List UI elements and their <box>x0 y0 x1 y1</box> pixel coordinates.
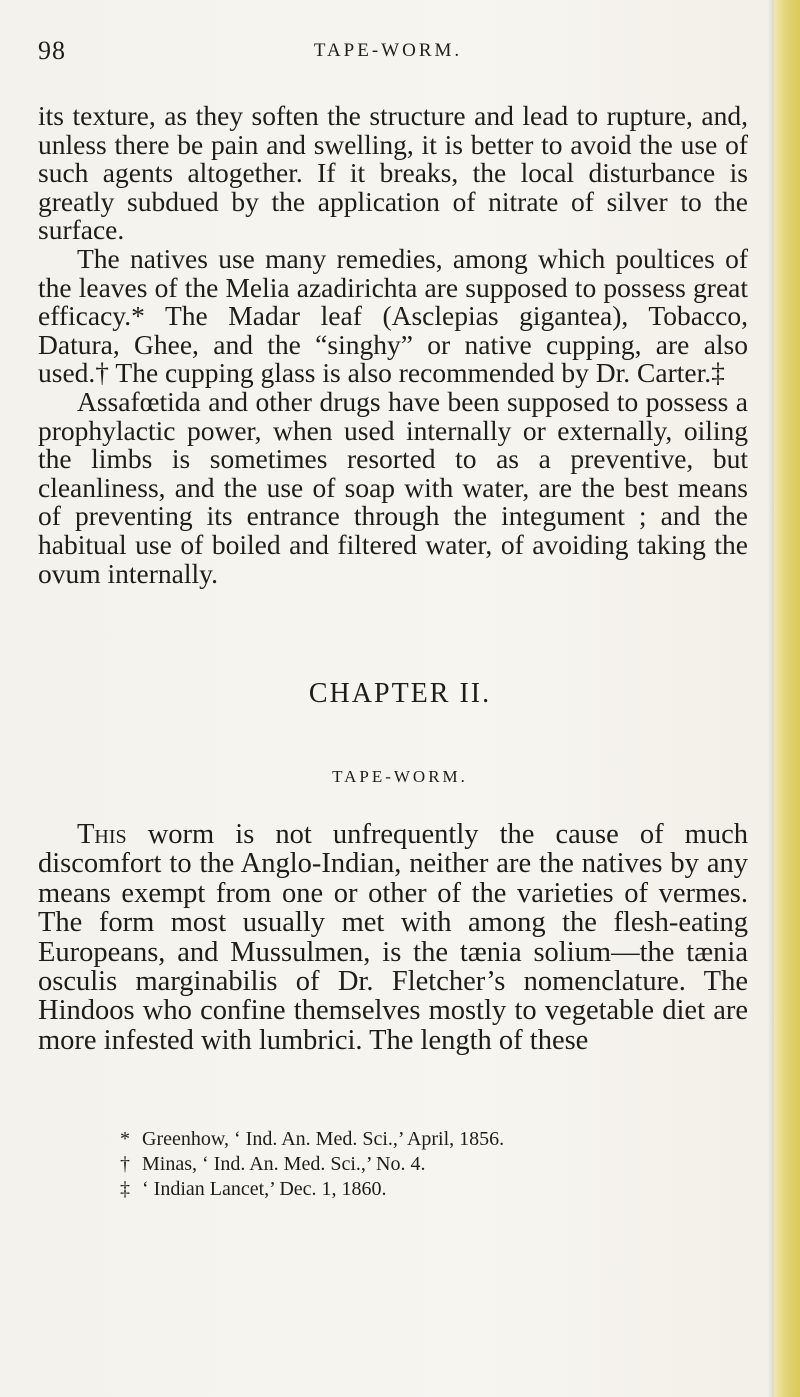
chapter-heading: CHAPTER II. <box>308 678 492 709</box>
footnote-mark: * <box>120 1128 130 1150</box>
paragraph-1: its texture, as they soften the structure and lead to rupture, and, unless there be pain and swelling, it is better to avoid the use of such agents altogether. If it breaks, the local disturbance is greatly subdued by the application of nitrate of silver to the surface. <box>38 100 748 246</box>
footnote-mark: † <box>120 1153 130 1175</box>
body-text-top <box>38 102 748 588</box>
footnote-2 <box>120 1152 720 1177</box>
chapter-opening-body: worm is not unfrequently the cause of much discomfort to the Anglo-Indian, neither are the natives by any means exempt from one or other of the varieties of vermes. The form most usually met with among the flesh-eating Europeans, and Mussulmen, is the tænia solium—the tænia osculis marginabilis of Dr. Fletcher’s nomenclature. The Hindoos who confine themselves mostly to vegetable diet are more infested with lumbrici. The length of these <box>38 819 748 1056</box>
page-edge <box>774 0 800 1397</box>
footnote-mark: ‡ <box>120 1178 130 1200</box>
chapter-subtitle: TAPE-WORM. <box>332 767 468 786</box>
footnote-text: ‘ Indian Lancet,’ Dec. 1, 1860. <box>142 1178 387 1200</box>
chapter-lead-word: This <box>77 819 127 850</box>
page-number: 98 <box>38 36 66 65</box>
footnote-text: Greenhow, ‘ Ind. An. Med. Sci.,’ April, 1856. <box>142 1128 505 1150</box>
footnote-1 <box>120 1127 720 1152</box>
chapter-opening-text <box>38 820 748 1055</box>
chapter-opening-paragraph <box>38 820 748 1055</box>
running-title: TAPE-WORM. <box>313 40 463 61</box>
footnote-3 <box>120 1177 720 1202</box>
paragraph-3: Assafœtida and other drugs have been supposed to possess a prophylactic power, when used internally or externally, oiling the limbs is sometimes resorted to as a preventive, but cleanliness, and the use of soap with water, are the best means of preventing its entrance through the integument ; and the habitual use of boiled and filtered water, of avoiding taking the ovum internally. <box>38 385 748 589</box>
footnotes <box>120 1127 720 1202</box>
running-header <box>38 36 738 72</box>
footnote-text: Minas, ‘ Ind. An. Med. Sci.,’ No. 4. <box>142 1153 426 1175</box>
paragraph-2: The natives use many remedies, among which poultices of the leaves of the Melia azadirichta are supposed to possess great efficacy.* The Madar leaf (Asclepias gigantea), Tobacco, Datura, Ghee, and the “singhy” or native cupping, are also used.† The cupping glass is also recommended by Dr. Carter.‡ <box>38 242 748 389</box>
